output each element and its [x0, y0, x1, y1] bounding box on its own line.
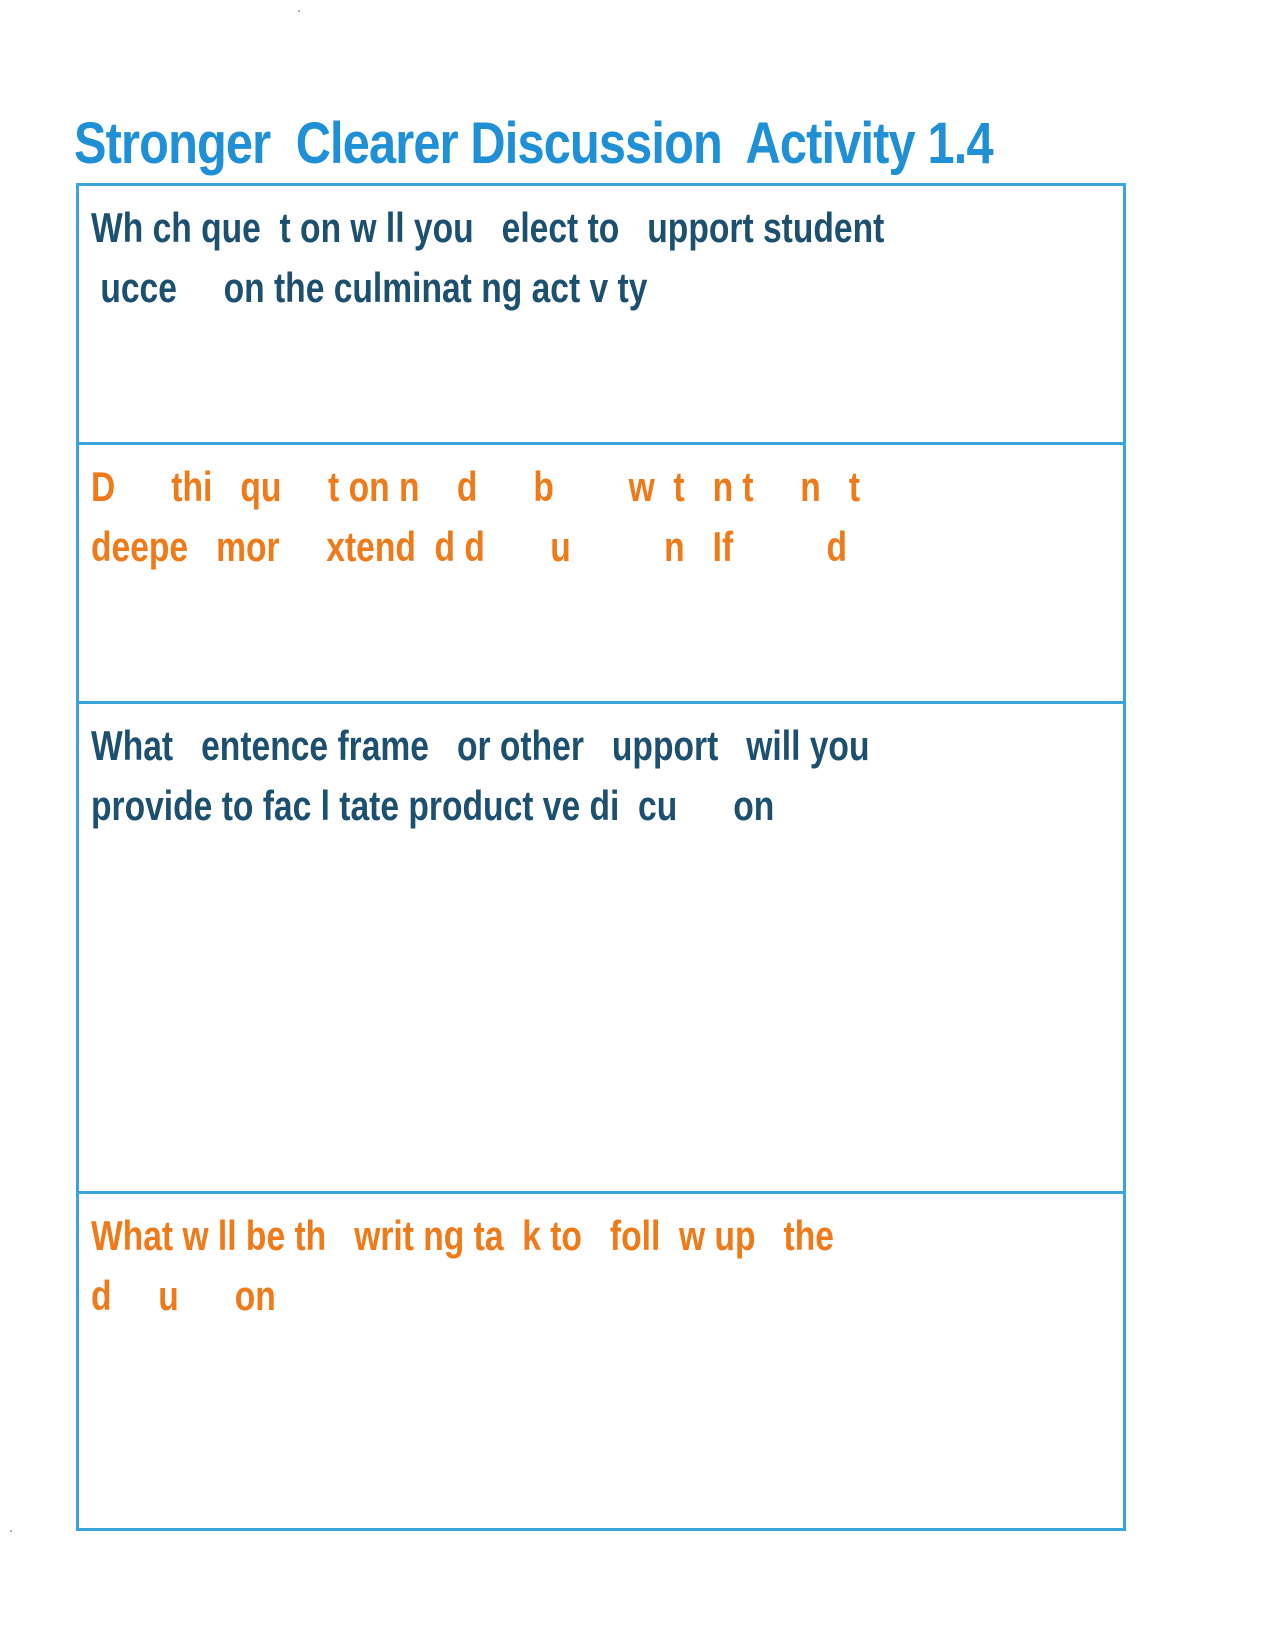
question-box-3	[76, 701, 1126, 1194]
page-title: Stronger Clearer Discussion Activity 1.4	[74, 111, 993, 176]
worksheet-table	[76, 183, 1126, 1531]
scan-speck	[298, 10, 300, 12]
question-3-line-1: What entence frame or other upport will you	[91, 722, 870, 769]
question-1-line-1: Wh ch que t on w ll you elect to upport student	[91, 204, 885, 251]
question-3-line-2: provide to fac l tate product ve di cu on	[91, 782, 775, 829]
question-3-prompt	[91, 716, 869, 836]
question-4-line-2: d u on	[91, 1272, 276, 1319]
question-box-4	[76, 1191, 1126, 1531]
scan-speck	[10, 1530, 12, 1532]
question-4-line-1: What w ll be th writ ng ta k to foll w up the	[91, 1212, 834, 1259]
question-1-prompt	[91, 198, 884, 318]
question-1-line-2: ucce on the culminat ng act v ty	[91, 264, 648, 311]
question-4-prompt	[91, 1206, 834, 1326]
question-box-2	[76, 442, 1126, 704]
question-box-1	[76, 183, 1126, 445]
question-2-line-2: deepe mor xtend d d u n If d	[91, 523, 848, 570]
question-2-prompt	[91, 457, 860, 577]
question-2-line-1: D thi qu t on n d b w t n t n t	[91, 463, 861, 510]
